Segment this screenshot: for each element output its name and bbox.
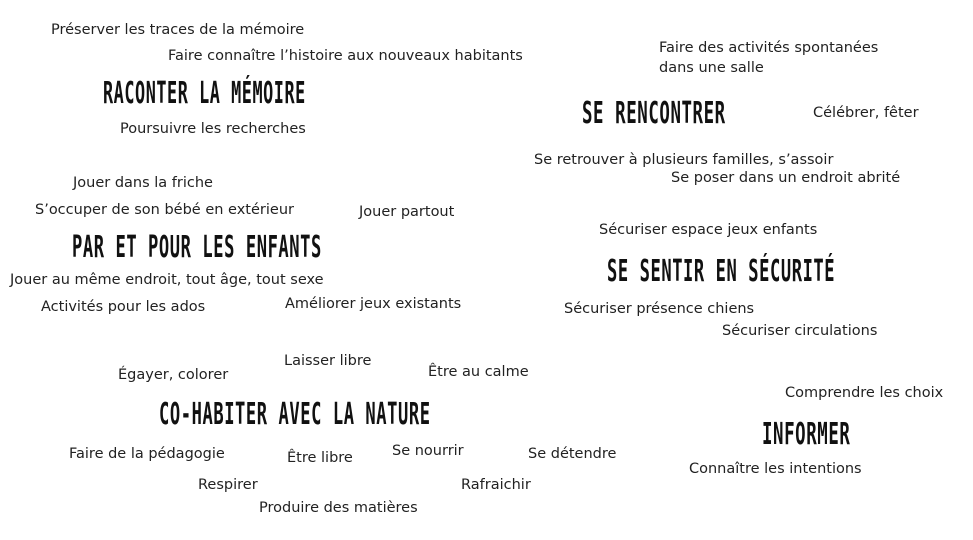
heading-informer: INFORMER [762,417,851,452]
rencontrer-item-4: Se poser dans un endroit abrité [671,170,901,186]
memoire-item-1: Préserver les traces de la mémoire [51,22,305,38]
enfants-item-5: Activités pour les ados [41,299,206,315]
heading-par-et-pour-les-enfants: PAR ET POUR LES ENFANTS [72,230,322,265]
heading-raconter-la-memoire: RACONTER LA MÉMOIRE [103,76,306,111]
heading-se-sentir-en-securite: SE SENTIR EN SÉCURITÉ [607,254,836,289]
nature-item-4: Faire de la pédagogie [69,446,225,462]
securite-item-3: Sécuriser circulations [722,323,878,339]
informer-item-2: Connaître les intentions [689,461,862,477]
rencontrer-item-3: Se retrouver à plusieurs familles, s’assoir [534,152,834,168]
nature-item-2: Égayer, colorer [118,367,229,383]
nature-item-9: Rafraichir [461,477,531,493]
nature-item-10: Produire des matières [259,500,418,516]
rencontrer-item-2: Célébrer, fêter [813,105,919,121]
nature-item-7: Se détendre [528,446,617,462]
enfants-item-2: S’occuper de son bébé en extérieur [35,202,294,218]
nature-item-5: Être libre [287,450,353,466]
nature-item-8: Respirer [198,477,258,493]
rencontrer-item-1: Faire des activités spontanées dans une salle [659,40,879,76]
enfants-item-4: Jouer au même endroit, tout âge, tout sexe [10,272,324,288]
informer-item-1: Comprendre les choix [785,385,944,401]
heading-se-rencontrer: SE RENCONTRER [582,96,726,131]
nature-item-1: Laisser libre [284,353,372,369]
nature-item-6: Se nourrir [392,443,464,459]
heading-co-habiter-avec-la-nature: CO-HABITER AVEC LA NATURE [159,397,431,432]
memoire-item-2: Faire connaître l’histoire aux nouveaux habitants [168,48,523,64]
securite-item-1: Sécuriser espace jeux enfants [599,222,818,238]
enfants-item-3: Jouer partout [359,204,455,220]
securite-item-2: Sécuriser présence chiens [564,301,755,317]
nature-item-3: Être au calme [428,364,529,380]
enfants-item-6: Améliorer jeux existants [285,296,462,312]
enfants-item-1: Jouer dans la friche [73,175,213,191]
memoire-item-3: Poursuivre les recherches [120,121,306,137]
